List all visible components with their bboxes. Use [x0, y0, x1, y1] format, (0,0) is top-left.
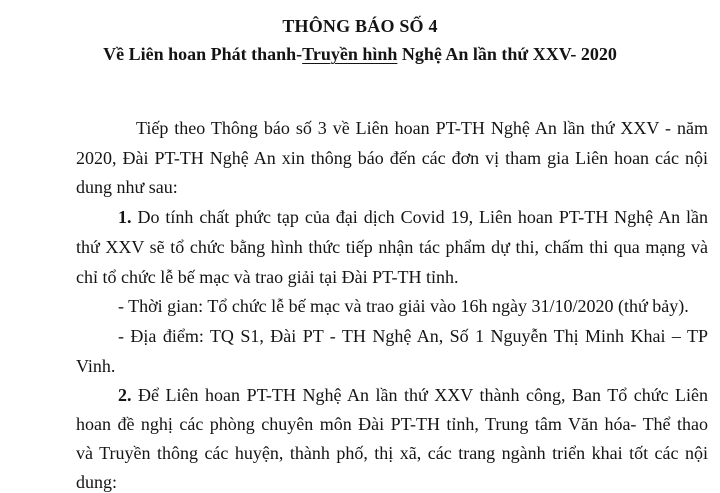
location-line-1: - Địa điểm: TQ S1, Đài PT - TH Nghệ An, Số 1 Nguyễn Thị Minh Khai – TP [118, 326, 708, 346]
subtitle-underlined-part: Truyền hình [302, 44, 398, 64]
document-title: THÔNG BÁO SỐ 4 [282, 16, 438, 36]
item2-number: 2. [118, 385, 132, 405]
time-line: - Thời gian: Tổ chức lễ bế mạc và trao giải vào 16h ngày 31/10/2020 (thứ bảy). [118, 296, 689, 316]
item1-line-2: thứ XXV sẽ tổ chức bằng hình thức tiếp nhận tác phẩm dự thi, chấm thi qua mạng và [76, 237, 708, 257]
item2-line-2: hoan đề nghị các phòng chuyên môn Đài PT-TH tỉnh, Trung tâm Văn hóa- Thể thao [76, 414, 708, 434]
item2-line-1: 2. Để Liên hoan PT-TH Nghệ An lần thứ XXV thành công, Ban Tổ chức Liên [118, 385, 708, 405]
intro-line-1: Tiếp theo Thông báo số 3 về Liên hoan PT-TH Nghệ An lần thứ XXV - năm [136, 118, 708, 138]
item1-line-3: chỉ tổ chức lễ bế mạc và trao giải tại Đài PT-TH tỉnh. [76, 267, 459, 287]
subtitle-part-3: Nghệ An lần thứ XXV- 2020 [397, 44, 617, 64]
item2-line-3: và Truyền thông các huyện, thành phố, thị xã, các trang ngành triển khai tốt các nội [76, 443, 708, 463]
document-subtitle [0, 44, 720, 65]
intro-line-3: dung như sau: [76, 177, 178, 197]
location-line-2: Vinh. [76, 356, 116, 376]
item2-line-4: dung: [76, 472, 118, 492]
item1-number: 1. [118, 207, 132, 227]
item1-line-1: 1. Do tính chất phức tạp của đại dịch Covid 19, Liên hoan PT-TH Nghệ An lần [118, 207, 708, 227]
intro-line-2: 2020, Đài PT-TH Nghệ An xin thông báo đến các đơn vị tham gia Liên hoan các nội [76, 148, 708, 168]
subtitle-part-1: Về Liên hoan Phát thanh- [103, 44, 303, 64]
